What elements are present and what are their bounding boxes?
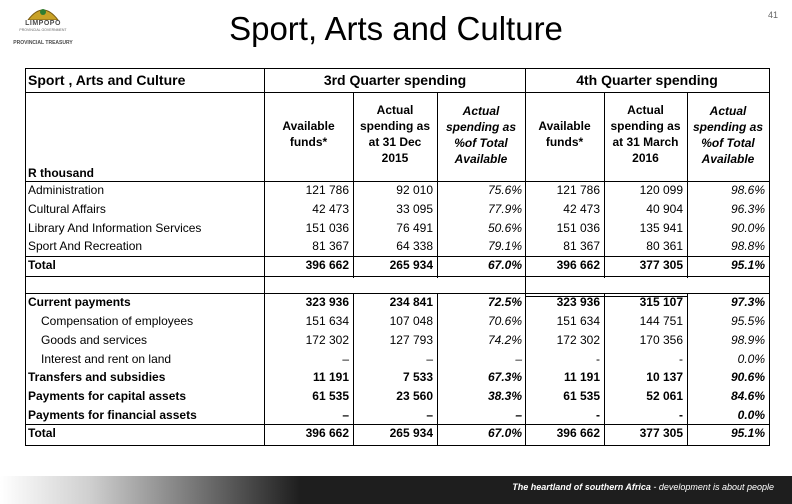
header-line: spending as bbox=[610, 119, 681, 133]
q4-header: 4th Quarter spending bbox=[576, 72, 718, 88]
q3-actual-header bbox=[353, 102, 437, 166]
table-cell: 144 751 bbox=[639, 314, 683, 328]
header-line: Available bbox=[701, 152, 755, 166]
header-line: Actual bbox=[376, 103, 414, 117]
table-cell: – bbox=[515, 352, 522, 366]
table-cell: 75.6% bbox=[487, 183, 522, 197]
table-cell: 172 302 bbox=[305, 333, 349, 347]
row-label: Transfers and subsidies bbox=[28, 370, 166, 384]
header-line: Actual bbox=[627, 103, 664, 117]
header-line: Actual bbox=[462, 104, 500, 118]
header-line: 2015 bbox=[381, 151, 409, 165]
table-cell: 61 535 bbox=[563, 389, 600, 403]
table-cell: 95.1% bbox=[730, 258, 765, 272]
table-cell: 23 560 bbox=[396, 389, 433, 403]
header-line: Available bbox=[454, 152, 508, 166]
table-cell: 90.0% bbox=[730, 221, 765, 235]
table-cell: 97.3% bbox=[730, 295, 765, 309]
header-line: spending as bbox=[445, 120, 516, 134]
table-cell: 80 361 bbox=[646, 239, 683, 253]
header-line: spending as bbox=[692, 120, 763, 134]
table-cell: 0.0% bbox=[737, 408, 765, 422]
table-cell: 74.2% bbox=[487, 333, 522, 347]
header-line: Available bbox=[282, 119, 335, 133]
logo-line3: PROVINCIAL TREASURY bbox=[13, 40, 73, 46]
header-line: at 31 Dec bbox=[368, 135, 422, 149]
table-cell: – bbox=[342, 352, 349, 366]
table-cell: 377 305 bbox=[639, 426, 683, 440]
footer-tagline: The heartland of southern Africa - development is about people bbox=[512, 482, 774, 492]
row-label: Total bbox=[28, 258, 56, 272]
row-label: Sport And Recreation bbox=[28, 239, 143, 253]
table-cell: 84.6% bbox=[730, 389, 765, 403]
row-label: Cultural Affairs bbox=[28, 202, 106, 216]
header-line: at 31 March bbox=[612, 135, 679, 149]
table-cell: 67.0% bbox=[487, 426, 522, 440]
table-cell: 151 036 bbox=[556, 221, 600, 235]
page-number: 41 bbox=[767, 10, 778, 20]
logo-line2: PROVINCIAL GOVERNMENT bbox=[19, 28, 67, 32]
row-label: Library And Information Services bbox=[28, 221, 202, 235]
table-cell: 76 491 bbox=[396, 221, 433, 235]
table-cell: 81 367 bbox=[563, 239, 600, 253]
table-cell: 72.5% bbox=[487, 295, 522, 309]
row-label: Interest and rent on land bbox=[41, 352, 172, 366]
q3-available-header bbox=[264, 118, 353, 150]
table-cell: 151 634 bbox=[556, 314, 600, 328]
table-cell: 33 095 bbox=[396, 202, 433, 216]
table-cell: 95.1% bbox=[730, 426, 765, 440]
row-label: Administration bbox=[28, 183, 105, 197]
row-label: Total bbox=[28, 426, 56, 440]
table-cell: 7 533 bbox=[402, 370, 433, 384]
table-cell: 61 535 bbox=[312, 389, 349, 403]
header-line: Actual bbox=[709, 104, 747, 118]
table-cell: 170 356 bbox=[639, 333, 683, 347]
table-cell: – bbox=[342, 408, 349, 422]
q3-pct-header bbox=[437, 103, 525, 167]
table-cell: 42 473 bbox=[312, 202, 349, 216]
table-cell: 0.0% bbox=[737, 352, 765, 366]
table-cell: – bbox=[426, 352, 433, 366]
q3-header: 3rd Quarter spending bbox=[323, 72, 467, 88]
unit-label: R thousand bbox=[28, 166, 94, 180]
header-line: %of Total bbox=[701, 136, 755, 150]
q4-actual-header bbox=[604, 102, 687, 166]
table-cell: - bbox=[679, 408, 683, 422]
table-cell: 40 904 bbox=[646, 202, 683, 216]
table-cell: 127 793 bbox=[389, 333, 433, 347]
table-cell: 79.1% bbox=[487, 239, 522, 253]
header-line: spending as bbox=[359, 119, 430, 133]
row-label: Goods and services bbox=[41, 333, 148, 347]
table-cell: 265 934 bbox=[389, 258, 433, 272]
table-cell: 52 061 bbox=[646, 389, 683, 403]
header-line: funds* bbox=[545, 135, 584, 149]
table-cell: 10 137 bbox=[646, 370, 683, 384]
table-cell: – bbox=[515, 408, 522, 422]
q4-available-header bbox=[525, 118, 604, 150]
table-cell: 107 048 bbox=[389, 314, 433, 328]
table-cell: 38.3% bbox=[487, 389, 522, 403]
table-cell: 90.6% bbox=[730, 370, 765, 384]
header-line: funds* bbox=[289, 135, 328, 149]
table-cell: 234 841 bbox=[389, 295, 433, 309]
table-cell: 396 662 bbox=[556, 258, 600, 272]
table-cell: 323 936 bbox=[305, 295, 349, 309]
row-label: Payments for capital assets bbox=[28, 389, 187, 403]
table-cell: 92 010 bbox=[396, 183, 433, 197]
q4-pct-header bbox=[687, 103, 769, 167]
table-cell: 315 107 bbox=[639, 295, 683, 309]
table-cell: 377 305 bbox=[639, 258, 683, 272]
header-line: %of Total bbox=[454, 136, 508, 150]
table-cell: 77.9% bbox=[487, 202, 522, 216]
table-cell: 323 936 bbox=[556, 295, 600, 309]
table-cell: 95.5% bbox=[730, 314, 765, 328]
table-cell: 396 662 bbox=[305, 426, 349, 440]
table-cell: 11 191 bbox=[312, 370, 349, 384]
table-cell: 120 099 bbox=[639, 183, 683, 197]
table-cell: 98.9% bbox=[730, 333, 765, 347]
table-cell: 67.3% bbox=[487, 370, 522, 384]
header-line: 2016 bbox=[632, 151, 659, 165]
table-cell: 135 941 bbox=[639, 221, 683, 235]
table-cell: 70.6% bbox=[487, 314, 522, 328]
table-cell: – bbox=[426, 408, 433, 422]
row-label: Current payments bbox=[28, 295, 131, 309]
table-cell: - bbox=[679, 352, 683, 366]
table-cell: 98.6% bbox=[730, 183, 765, 197]
row-label: Payments for financial assets bbox=[28, 408, 197, 422]
table-cell: 396 662 bbox=[305, 258, 349, 272]
page-title: Sport, Arts and Culture bbox=[229, 10, 563, 47]
table-cell: 265 934 bbox=[389, 426, 433, 440]
table-cell: 64 338 bbox=[396, 239, 433, 253]
table-cell: - bbox=[596, 352, 600, 366]
table-cell: 67.0% bbox=[487, 258, 522, 272]
row-label: Compensation of employees bbox=[41, 314, 194, 328]
table-cell: 81 367 bbox=[312, 239, 349, 253]
table-cell: 172 302 bbox=[556, 333, 600, 347]
table-cell: 151 634 bbox=[305, 314, 349, 328]
logo-line1: LIMPOPO bbox=[25, 20, 61, 27]
header-line: Available bbox=[538, 119, 591, 133]
table-cell: 42 473 bbox=[563, 202, 600, 216]
table-cell: 11 191 bbox=[563, 370, 600, 384]
corner-label: Sport , Arts and Culture bbox=[28, 72, 186, 88]
table-cell: 396 662 bbox=[556, 426, 600, 440]
table-cell: - bbox=[596, 408, 600, 422]
table-cell: 121 786 bbox=[305, 183, 349, 197]
table-cell: 151 036 bbox=[305, 221, 349, 235]
table-cell: 121 786 bbox=[556, 183, 600, 197]
table-cell: 96.3% bbox=[730, 202, 765, 216]
table-cell: 50.6% bbox=[487, 221, 522, 235]
table-cell: 98.8% bbox=[730, 239, 765, 253]
